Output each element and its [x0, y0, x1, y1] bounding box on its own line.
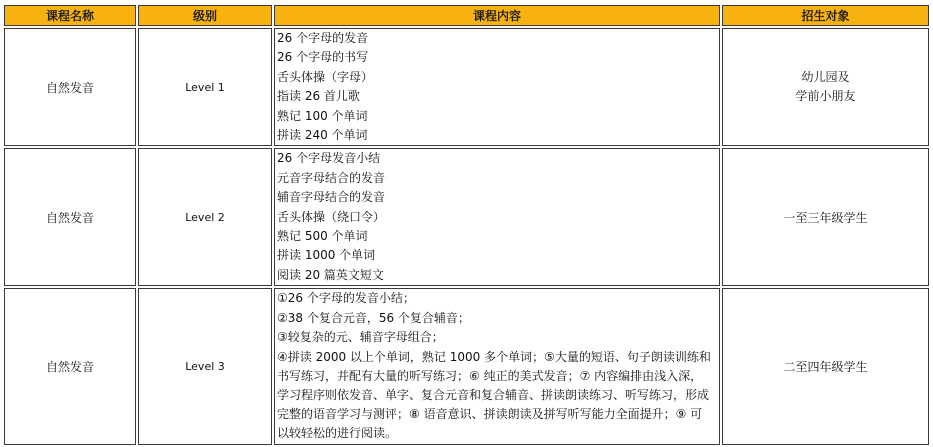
- level-cell: Level 3: [138, 288, 272, 444]
- target-cell: 一至三年级学生: [722, 148, 929, 286]
- content-line: 辅音字母结合的发音: [277, 190, 386, 205]
- course-name-cell: 自然发音: [4, 148, 136, 286]
- target-line: 幼儿园及: [801, 70, 850, 85]
- course-name-cell: 自然发音: [4, 288, 136, 444]
- table-row: [4, 288, 929, 444]
- content-line: 26 个字母的书写: [277, 50, 369, 65]
- content-line: ①26 个字母的发音小结；: [277, 291, 415, 306]
- target-line: 学前小朋友: [795, 89, 856, 104]
- course-table: [2, 3, 931, 447]
- content-line: 熟记 100 个单词: [277, 108, 368, 123]
- content-cell: [274, 148, 720, 286]
- table-row: [4, 28, 929, 146]
- content-paragraph: ④拼读 2000 以上个单词，熟记 1000 多个单词；⑤大量的短语、句子朗读训练和书写练习，并配有大量的听写练习；⑥ 纯正的美式发音；⑦ 内容编排由浅入深，学习程序则依发音、单字、复合元音和复合辅音、拼读朗读练习、听写练习，形成完整的语音学习与测评；⑧ 语音意识、拼读朗读及拼写听写能力全面提升；⑨ 可以较轻松的进行阅读。: [277, 349, 711, 441]
- header-course-content: 课程内容: [274, 5, 720, 26]
- content-line: 26 个字母的发音: [277, 31, 369, 45]
- header-level: 级别: [138, 5, 272, 26]
- target-cell: [722, 28, 929, 146]
- content-line: 舌头体操（字母）: [277, 69, 374, 84]
- content-line: 拼读 240 个单词: [277, 128, 368, 143]
- header-target: 招生对象: [722, 5, 929, 26]
- header-course-name: 课程名称: [4, 5, 136, 26]
- content-line: ③较复杂的元、辅音字母组合；: [277, 330, 444, 345]
- content-line: ②38 个复合元音，56 个复合辅音；: [277, 310, 470, 325]
- content-line: 拼读 1000 个单词: [277, 248, 376, 263]
- content-line: 舌头体操（绕口令）: [277, 209, 386, 224]
- content-line: 指读 26 首儿歌: [277, 89, 360, 104]
- table-row: [4, 148, 929, 286]
- level-cell: Level 1: [138, 28, 272, 146]
- header-row: [4, 5, 929, 26]
- content-line: 26 个字母发音小结: [277, 151, 381, 166]
- target-cell: 二至四年级学生: [722, 288, 929, 444]
- content-line: 元音字母结合的发音: [277, 170, 386, 185]
- course-name-cell: 自然发音: [4, 28, 136, 146]
- content-cell: [274, 28, 720, 146]
- level-cell: Level 2: [138, 148, 272, 286]
- content-cell: [274, 288, 720, 444]
- content-line: 熟记 500 个单词: [277, 229, 368, 244]
- content-line: 阅读 20 篇英文短文: [277, 267, 384, 282]
